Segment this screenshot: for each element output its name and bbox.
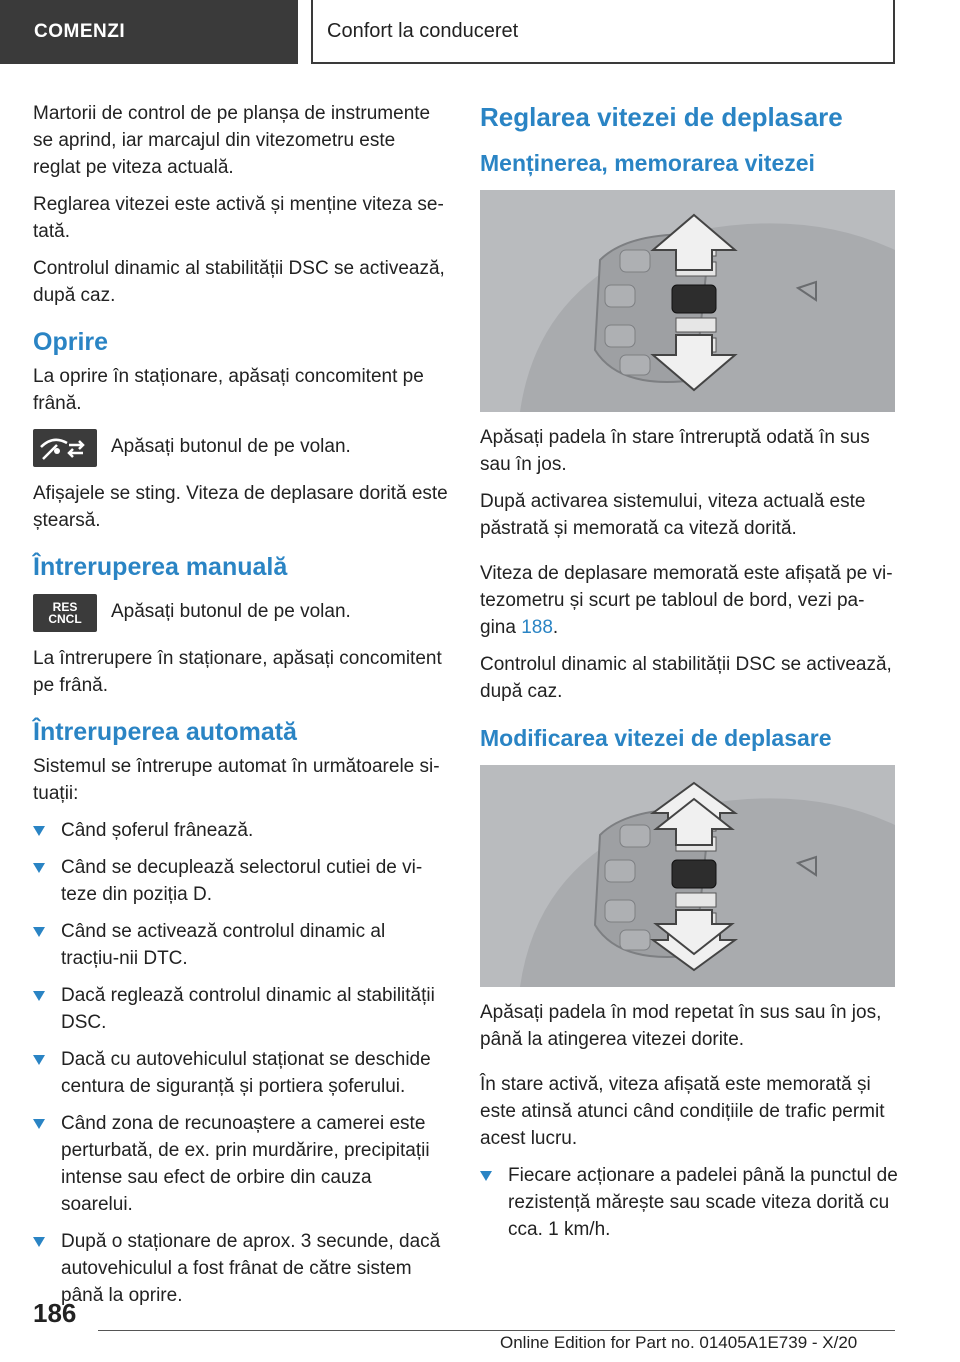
info-list: [480, 1162, 898, 1243]
paragraph: Martorii de control de pe planșa de instrumente se aprind, iar marcajul din vitezometru este reglat pe viteza actuală.: [33, 103, 431, 178]
list-item: Fiecare acționare a padelei până la punctul de rezistență mărește sau scade viteza dorită cu cca. 1 km/h.: [480, 1162, 898, 1243]
list-item: Când se decuplează selectorul cutiei de vi‐teze din poziția D.: [33, 854, 448, 908]
paragraph: Sistemul se întrerupe automat în următoarele si‐tuații:: [33, 756, 440, 804]
paragraph: Apăsați padela în stare întreruptă odată în sus sau în jos.: [480, 427, 870, 475]
triangle-bullet-icon: [33, 826, 45, 836]
cruise-off-button-icon: [33, 429, 97, 467]
footer-divider: [98, 1330, 895, 1331]
triangle-bullet-icon: [33, 1055, 45, 1065]
section-tab[interactable]: [0, 0, 298, 64]
heading-intrerupere-automata: Întreruperea automată: [33, 718, 297, 746]
paragraph: După activarea sistemului, viteza actuală este păstrată și memorată ca viteză dorită.: [480, 491, 866, 539]
heading-mentinere: Menținerea, memorarea vitezei: [480, 150, 815, 176]
paragraph: Viteza de deplasare memorată este afișată pe vi‐tezometru și scurt pe tabloul de bord, vezi pa‐gina 188.: [480, 563, 893, 638]
paragraph: Afișajele se sting. Viteza de deplasare dorită este ștearsă.: [33, 483, 448, 531]
instruction-row: [33, 429, 448, 470]
list-item: Dacă reglează controlul dinamic al stabilității DSC.: [33, 982, 448, 1036]
triangle-bullet-icon: [33, 991, 45, 1001]
triangle-bullet-icon: [480, 1171, 492, 1181]
edition-footer: Online Edition for Part no. 01405A1E739 - X/20: [500, 1333, 858, 1352]
triangle-bullet-icon: [33, 863, 45, 873]
paragraph: Reglarea vitezei este activă și menține viteza se‐tată.: [33, 194, 444, 242]
condition-list: [33, 817, 448, 1309]
instruction-text: Apăsați butonul de pe volan.: [111, 436, 351, 457]
triangle-bullet-icon: [33, 1237, 45, 1247]
steering-wheel-rocker-image: [480, 190, 895, 412]
res-cncl-button-icon: RES CNCL: [33, 594, 97, 632]
section-title: COMENZI: [34, 21, 126, 42]
paragraph: Controlul dinamic al stabilității DSC se activează, după caz.: [480, 654, 892, 702]
paragraph: În stare activă, viteza afișată este memorată și este atinsă atunci când condițiile de trafic permit acest lucru.: [480, 1074, 885, 1149]
heading-modificare: Modificarea vitezei de deplasare: [480, 725, 832, 751]
list-item: După o staționare de aprox. 3 secunde, dacă autovehiculul a fost frânat de către sistem până la oprire.: [33, 1228, 448, 1309]
steering-wheel-rocker-image: [480, 765, 895, 987]
triangle-bullet-icon: [33, 927, 45, 937]
heading-intrerupere-manuala: Întreruperea manuală: [33, 553, 288, 581]
paragraph: Controlul dinamic al stabilității DSC se activează, după caz.: [33, 258, 445, 306]
list-item: Când zona de recunoaștere a camerei este perturbată, de ex. prin murdărire, precipitații intense sau efect de orbire din cauza soarelui.: [33, 1110, 448, 1218]
page-link[interactable]: 188: [521, 617, 553, 638]
list-item: Dacă cu autovehiculul staționat se deschide centura de siguranță și portiera șoferului.: [33, 1046, 448, 1100]
list-item: Când se activează controlul dinamic al tracțiu‐nii DTC.: [33, 918, 448, 972]
paragraph: La oprire în staționare, apăsați concomitent pe frână.: [33, 366, 424, 414]
heading-oprire: Oprire: [33, 328, 109, 356]
left-column: [33, 100, 448, 1319]
chapter-title: Confort la conduceret: [327, 19, 519, 42]
list-item: Când șoferul frânează.: [33, 817, 448, 844]
page-number: 186: [33, 1298, 77, 1328]
paragraph: La întrerupere în staționare, apăsați concomitent pe frână.: [33, 648, 442, 696]
right-column: [480, 100, 898, 1253]
chapter-tab[interactable]: [311, 0, 895, 64]
instruction-row: [33, 594, 448, 635]
instruction-text: Apăsați butonul de pe volan.: [111, 601, 351, 622]
triangle-bullet-icon: [33, 1119, 45, 1129]
paragraph: Apăsați padela în mod repetat în sus sau în jos, până la atingerea vitezei dorite.: [480, 1002, 882, 1050]
heading-reglarea-vitezei: Reglarea vitezei de deplasare: [480, 102, 843, 132]
